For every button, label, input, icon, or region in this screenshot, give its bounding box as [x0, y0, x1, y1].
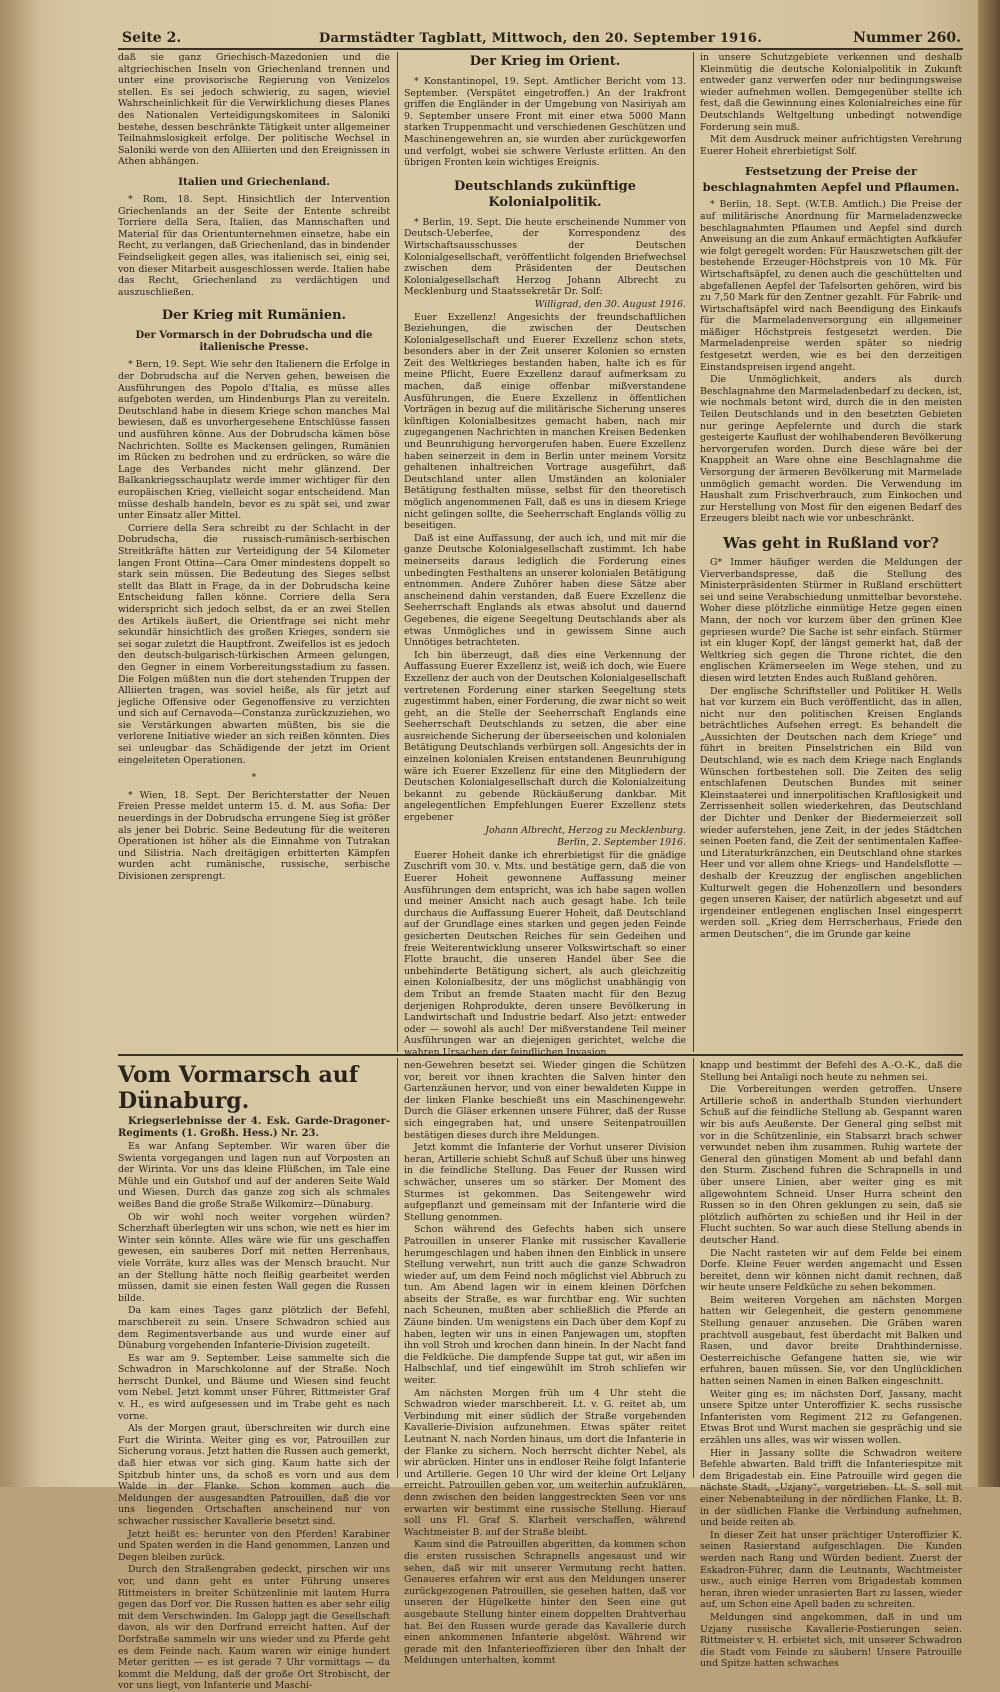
letter-place-date: Willigrad, den 30. August 1916. [534, 298, 686, 310]
feature-paragraph: Es war am 9. September. Leise sammelte sich die Schwadron in Marschkolonne auf der Straße. Noch herrscht Dunkel, und Bäume und Wiesen sind feucht vom Nebel. Jetzt kommt unser Führer, Rittmeister Graf v. H., es wird aufgesessen und im Trabe geht es nach vorne. [118, 1352, 390, 1422]
feature-paragraph: Beim weiteren Vorgehen am nächsten Morgen hatten wir Gelegenheit, die gestern genommene Stellung genauer anzusehen. Die Gräben waren prachtvoll ausgebaut, fest überdacht mit Balken und Rasen, und davor breite Drahthindernisse. Oesterreichische Gefangene hatten sie, wie wir erfuhren, bauen müssen. Sie, vor den Unglücklichen hatten seinen Namen in einen Balken eingeschnitt. [700, 1294, 962, 1388]
feature-paragraph: Die Nacht rasteten wir auf dem Felde bei einem Dorfe. Kleine Feuer werden angemacht und Essen bereitet, denn wir können nicht damit rechnen, daß wir heute unsere Feldküche zu sehen bekommen. [700, 1247, 962, 1294]
page-edge-shadow [0, 0, 40, 1487]
article-paragraph: * Berlin, 18. Sept. (W.T.B. Amtlich.) Die Preise der auf militärische Anordnung für Marmeladenzwecke beschlagnahmten Pflaumen und Aepfel sind durch Anweisung an die zum Ankauf ermächtigten Aufkäufer wie folgt geregelt worden: Für Hauszwetschen gilt der bestehende Erzeuger-Höchstpreis von 10 Mk. Für Wirtschaftsäpfel, zu denen auch die geschüttelten und abgefallenen Aepfel der Tafelsorten gehören, wird bis zu 7,50 Mark für den Zentner gezahlt. Für Fabrik- und Wirtschaftsäpfel wird nach Beendigung des Einkaufs für die Marmeladenversorgung ein allgemeiner mäßiger Höchstpreis festgesetzt werden. Die Marmeladenpreise werden später so niedrig festgesetzt werden, wie es bei den derzeitigen Einstandspreisen irgend angeht. [700, 199, 962, 373]
feature-paragraph: Schon während des Gefechts haben sich unsere Patrouillen in unserer Flanke mit russischer Kavallerie herumgeschlagen und haben ihnen den Einblick in unsere Stellung verwehrt, nun tritt auch die ganze Schwadron wieder auf, um dem Feind noch möglichst viel Abbruch zu tun. Am Abend lagen wir in einem kleinen Dörfchen abseits der Straße, es war furchtbar eng. Wir suchten nach Scheunen, mußten aber schließlich die Pferde an Zäune binden. Um wenigstens ein Dach über dem Kopf zu haben, legten wir uns in einen Panjewagen um, stopften ihn voll Stroh und krochen dann hinein. In der Nacht fand die Feldküche. Die dampfende Suppe tat gut, wir aßen im Halbschlaf, und tief eingewühlt im Stroh schliefen wir weiter. [404, 1224, 686, 1387]
letter-paragraph: Euer Exzellenz! Angesichts der freundschaftlichen Beziehungen, die zwischen der Deutschen Kolonialgesellschaft und Euerer Exzellenz schon stets, besonders aber in der Zeit unserer Kolonien so ernsten Zeit des Weltkrieges bestanden haben, halte ich es für meine Pflicht, Euere Exzellenz darauf aufmerksam zu machen, daß einige offenbar mißverstandene Ausführungen, die Euere Exzellenz in öffentlichen Vorträgen in bezug auf die militärische Sicherung unseres künftigen Kolonialbesitzes gemacht haben, nach mir zugegangenen Nachrichten in manchen Kreisen Bedenken und Beunruhigung hervorgerufen haben. Euere Exzellenz haben seinerzeit in dem in Berlin unter meinem Vorsitz gehaltenen inhaltreichen Vortrage ausgeführt, daß Deutschland unter allen Umständen an kolonialer Betätigung festhalten müsse, selbst für den theoretisch möglich angenommenen Fall, daß es uns in diesem Kriege nicht gelingen sollte, die Seeherrschaft Englands völlig zu beseitigen. [404, 311, 686, 532]
letter-place-date: Berlin, 2. September 1916. [557, 837, 686, 849]
article-continuation: in unsere Schutzgebiete verkennen und deshalb Kleinmütig die deutsche Kolonialpolitik in Zukunft entweder ganz verwerfen oder nur bedingungsweise wieder aufnehmen wollen. Demgegenüber stellte ich fest, daß die Gewinnung eines Kolonialreiches eine für Deutschlands Weltgeltung unbedingt notwendige Forderung sein muß. [700, 52, 962, 133]
headline-krieg-rumaenien: Der Krieg mit Rumänien. [161, 308, 347, 324]
letter-paragraph: Euerer Hoheit danke ich ehrerbietigst für die gnädige Zuschrift vom 30. v. Mts. und bestätige gern, daß die von Euerer Hoheit gewonnene Auffassung meiner Ausführungen dem entspricht, was ich habe sagen wollen und meiner Ansicht nach auch gesagt habe. Ich teile durchaus die Auffassung Euerer Hoheit, daß Deutschland auf der Grundlage eines starken und gegen jeden Feinde gesicherten Deutschen Reiches für sein Gedeihen und freie Weiterentwicklung unserer Volkswirtschaft so einer Flotte braucht, die unseren Handel über See die unbehinderte Betätigung sichert, als auch gleichzeitig einen Kolonialbesitz, der uns möglichst unabhängig von dem Tribut an fremde Staaten macht für den Bezug derjenigen Rohprodukte, deren unsere Bevölkerung in Landwirtschaft und Industrie bedarf. Also jetzt: entweder oder — sowohl als auch! Der mißverstandene Teil meiner Ausführungen war an diejenigen gerichtet, welche die wahren Ursachen der feindlichen Invasion [404, 849, 686, 1058]
feature-paragraph: Weiter ging es; im nächsten Dorf, Jassany, macht unsere Spitze unter Unteroffizier K. sechs russische Infanteristen vom Regiment 212 zu Gefangenen. Etwas Brot und Wurst machen sie gesprächig und sie erzählen uns alles, was wir wissen wollen. [700, 1388, 962, 1446]
feature-paragraph: nen-Gewehren besetzt sei. Wieder gingen die Schützen vor, bereit vor ihnen krachten die Salven hinter den Gartenzäunen hervor, und von einer bewaldeten Kuppe in der linken Flanke beschießt uns ein Maschinengewehr. Durch die Gläser erkennen unsere Führer, daß der Russe sich eingegraben hat, und unsere Seitenpatrouillen bestätigen dieses durch ihre Meldungen. [404, 1060, 686, 1141]
subheadline-dobrudscha: Der Vormarsch in der Dobrudscha und die italienische Presse. [135, 330, 373, 353]
column-rule [397, 1058, 398, 1478]
feature-paragraph: Am nächsten Morgen früh um 4 Uhr steht die Schwadron wieder marschbereit. Lt. v. G. reitet ab, um Verbindung mit einer südlich der Straße vorgehenden Kavallerie-Division aufzunehmen. Etwas später reitet Leutnant N. nach Norden hinaus, um dort die Infanterie in der Flanke zu sichern. Noch herrscht dichter Nebel, als wir abrücken. Hinter uns in endloser Reihe folgt Infanterie und Artillerie. Gegen 10 Uhr wird der kleine Ort Leljany erreicht. Patrouillen geben vor, um weiterhin aufzuklären, denn zwischen den beiden langgestreckten Seen vor uns erwarten wir bestimmt eine russische Stellung. Hierauf soll uns Fl. Graf S. Klarheit verschaffen, während Wachtmeister B. auf der Straße bleibt. [404, 1387, 686, 1538]
feature-paragraph: Meldungen sind angekommen, daß in und um Uzjany russische Kavallerie-Postierungen seien. Rittmeister v. H. erbietet sich, mit unserer Schwadron die Stadt vom Feinde zu säubern! Unsere Patrouille und Spitze hatten schwaches [700, 1611, 962, 1670]
masthead [118, 30, 963, 50]
article-continuation: daß sie ganz Griechisch-Mazedonien und die altgriechischen Inseln von Griechenland trennen und unter eine provisorische Regierung von Venizelos stellen. Es sei jedoch schwierig, zu sagen, wieviel Wahrscheinlichkeit für die Verwirklichung dieses Planes des Nationalen Verteidigungskomitees in Saloniki bestehe, dessen beschränkte Tätigkeit unter allgemeiner Teilnahmslosigkeit erfolge. Der politische Wechsel in Saloniki werde von den Alliierten und den Ereignissen in Athen abhängen. [118, 52, 390, 168]
column-rule [693, 1058, 694, 1478]
binding-spine [978, 0, 1000, 1487]
lower-column-2 [404, 1060, 686, 1667]
lower-column-3 [700, 1060, 962, 1670]
headline-preise-aepfel: Festsetzung der Preise der beschlagnahmten Aepfel und Pflaumen. [702, 164, 960, 195]
article-paragraph: Die Unmöglichkeit, anders als durch Beschlagnahme den Marmeladenbedarf zu decken, ist, wie nochmals betont wird, durch die in den meisten Teilen Deutschlands und in den besetzten Gebieten nur geringe Aepfelernte und durch die stark gesteigerte Kauflust der wohlhabenderen Bevölkerung hervorgerufen worden. Durch diese wäre bei der Knappheit an Ware ohne eine Beschlagnahme die Versorgung der ärmeren Bevölkerung mit Marmelade unmöglich gemacht worden. Die Verwendung im Haushalt zum Frischverbrauch, zum Einkochen und zur Herstellung von Most für den eigenen Bedarf des Erzeugers bleibt nach wie vor unbeschränkt. [700, 374, 962, 525]
feature-paragraph: Ob wir wohl noch weiter vorgehen würden? Scherzhaft überlegten wir uns schon, wie nett es hier im Winter sein könnte. Alles wäre wie für uns geschaffen gewesen, ein sauberes Dorf mit netten Herrenhaus, viele Vorräte, kurz alles was der Mensch braucht. Nur an der Stellung hätte noch fleißig gearbeitet werden müssen, damit sie einen festen Wall gegen die Russen bilde. [118, 1211, 390, 1304]
newspaper-title-date: Darmstädter Tagblatt, Mittwoch, den 20. September 1916. [318, 31, 763, 46]
headline-italien-griechenland: Italien und Griechenland. [178, 175, 330, 188]
article-paragraph: * Rom, 18. Sept. Hinsichtlich der Intervention Griechenlands an der Seite der Entente schreibt Torriere della Sera, Italien, das Mannschaften und Material für das Orientunternehmen einsetze, habe ein Recht, zu verlangen, daß Griechenland, das in bindender Feindseligkeit gegen alles, was italienisch sei, einig sei, von dieser Mitarbeit ausgeschlossen werde. Italien habe das Recht, Griechenland zu verdächtigen und auszuschließen. [118, 193, 390, 298]
feature-paragraph: Jetzt kommt die Infanterie der Vorhut unserer Division heran, Artillerie schiebt Schuß auf Schuß über uns hinweg in die feindliche Stellung. Das Feuer der Russen wird schwächer, unseres um so stärker. Der Moment des Sturmes ist gekommen. Das Seitengewehr wird aufgepflanzt und gemeinsam mit der Infanterie wird die Stellung genommen. [404, 1142, 686, 1223]
letter-closing: Mit dem Ausdruck meiner aufrichtigsten Verehrung Euerer Hoheit ehrerbietigst Solf. [700, 134, 962, 157]
letter-paragraph: Daß ist eine Auffassung, der auch ich, und mit mir die ganze Deutsche Kolonialgesellschaft zustimmt. Ich habe meinerseits daraus lediglich die Forderung eines unbedingten Festhaltens an unserer kolonialen Betätigung entnommen. Andere Zuhörer haben diese Sätze aber anscheinend dahin verstanden, daß Euere Exzellenz die Seeherrschaft Englands als etwas absolut und dauernd Gegebenes, die eigene Seegeltung Deutschlands aber als etwas Unmögliches und in gewissem Sinne auch Unnötiges betrachteten. [404, 532, 686, 649]
article-paragraph: * Berlin, 19. Sept. Die heute erscheinende Nummer von Deutsch-Ueberfee, der Korrespondenz des Wirtschaftsausschusses der Deutschen Kolonialgesellschaft, veröffentlicht folgenden Briefwechsel zwischen dem Präsidenten der Deutschen Kolonialgesellschaft Herzog Johann Albrecht zu Mecklenburg und Staatssekretär Dr. Solf: [404, 216, 686, 298]
feature-paragraph: knapp und bestimmt der Befehl des A.-O.-K., daß die Stellung bei Antaligi noch heute zu nehmen sei. [700, 1060, 962, 1083]
feature-paragraph: In dieser Zeit hat unser prächtiger Unteroffizier K. seinen Rasierstand aufgeschlagen. Die Kunden werden nach Rang und Würden bedient. Zuerst der Eskadron-Führer, dann die Leutnants, Wachtmeister usw., auch einige Herren vom Brigadestab kommen heran, ihren wieder unrasierten Bart zu lassen, wieder auf, um Schon eine Apell baden zu schreiten. [700, 1529, 962, 1611]
column-rule [693, 52, 694, 1052]
column-3 [700, 52, 962, 1050]
feature-paragraph: Als der Morgen graut, überschreiten wir durch eine Furt die Wirinta. Weiter ging es vor, Patrouillen zur Sicherung voraus. Jetzt hatten die Russen auch gemerkt, daß hier etwas vor sich ging. Kaum hatte sich der Spitzbub hinter uns, da schoß es vorn und aus dem Walde in der Flanke. Schon kommen auch die Meldungen der ausgesandten Patrouillen, daß die vor uns liegenden Ortschaften anscheinend nur von schwacher russischer Kavallerie besetzt sind. [118, 1423, 390, 1527]
feature-paragraph: Kaum sind die Patrouillen abgeritten, da kommen schon die ersten russischen Schrapnells angesaust und wir sehen, daß wir mit unserer Vermutung recht hatten. Genaueres erfahren wir erst aus den Meldungen unserer zurückgezogenen Patrouillen, sie gesehen hatten, daß vor unseren der Hügelkette hinter den Seen eine gut ausgebaute Stellung hinter einem doppelten Drahtverhau hat. Bei den Russen wurde gerade das Kavallerie durch einen ankommenen Infanterie abgelöst. Während wir gerade mit den Infanterieoffizieren über den Inhalt der Meldungen unterhalten, kommt [404, 1539, 686, 1667]
headline-kolonialpolitik: Deutschlands zukünftige Kolonialpolitik. [453, 178, 637, 210]
article-paragraph: * Konstantinopel, 19. Sept. Amtlicher Bericht vom 13. September. (Verspätet eingetroffen.) An der Irakfront griffen die Engländer in der Umgebung von Nasiriyah am 9. September unsere Front mit einer etwa 5000 Mann starken Truppenmacht und verschiedenen Geschützen und Maschinengewehren an, sie wurden aber zurückgeworfen und verfolgt, wobei sie schwere Verluste erlitten. An den übrigen Fronten kein wichtiges Ereignis. [404, 76, 686, 169]
article-paragraph: * Wien, 18. Sept. Der Berichterstatter der Neuen Freien Presse meldet unterm 15. d. M. aus Sofia: Der neuerdings in der Dobrudscha errungene Sieg ist größer als jener bei Dobric. Seine Bedeutung für die weiteren Operationen ist höher als die Einnahme von Tutrakan und Silistria. Nach dreitägigen erbitterten Kämpfen wurden acht rumänische, russische, serbische Divisionen zersprengt. [118, 789, 390, 882]
feature-paragraph: Durch den Straßengraben gedeckt, pirschen wir uns vor, und dann geht es unter Führung unseres Rittmeisters in breiter Schützenlinie mit lautem Hurra gegen das Dorf vor. Die Russen hatten es aber sehr eilig mit dem Verschwinden. Im Galopp jagt die Gesellschaft davon, als wir den Dorfrand erreicht hatten. Auf der Dorfstraße sammeln wir uns wieder und zu Pferde geht es dem Feinde nach. Kaum waren wir einige hundert Meter geritten — es ist gerade 7 Uhr vormittags — da kommt die Meldung, daß der große Ort Strobischt, der vor uns liegt, von Infanterie und Maschi- [118, 1564, 390, 1692]
feature-paragraph: Die Vorbereitungen werden getroffen. Unsere Artillerie schoß in anderthalb Stunden vierhundert Schuß auf die feindliche Stellung ab. Gespannt waren wir bis aufs Aeußerste. Der General ging selbst mit vor in die Schützenlinie, ein Stabsarzt brach schwer verwundet neben ihm zusammen. Ruhig wartete der General den günstigen Moment ab und befahl dann den Sturm. Zischend fuhren die Schrapnells in und über unsere Linien, aber weiter ging es mit allgewohntem Schneid. Unser Hurra scheint den Russen so in den Ohren geklungen zu sein, daß sie plötzlich aufhörten zu schießen und ihr Heil in der Flucht suchten. So war auch diese Stellung abends in deutscher Hand. [700, 1084, 962, 1246]
headline-krieg-orient: Der Krieg im Orient. [469, 54, 621, 69]
feature-subtitle: Kriegserlebnisse der 4. Esk. Garde-Dragoner-Regiments (1. Großh. Hess.) Nr. 23. [118, 1116, 390, 1139]
article-paragraph: Corriere della Sera schreibt zu der Schlacht in der Dobrudscha, die russisch-rumänisch-serbischen Streitkräfte hätten zur Verteidigung der 54 Kilometer langen Front Ottina—Cara Omer mindestens doppelt so stark sein müssen. Die Bedeutung des Sieges selbst stellt das Blatt in Frage, da in der Dobrudscha keine Entscheidung fallen könne. Corriere della Sera widerspricht sich jedoch selbst, da er an zwei Stellen des Artikels äußert, die Orientfrage sei nicht mehr sekundär hinsichtlich des großen Krieges, sondern sie sei sogar zuletzt die Hauptfront. Zweifellos ist es jedoch den deutsch-bulgarisch-türkischen Armeen gelungen, den Gegner in einem Vorbereitungsstadium zu fassen. Die Folgen müßten nun die dort stehenden Truppen der Alliierten tragen, was soviel heiße, als für jetzt auf jegliche Offensive oder Gegenoffensive zu verzichten und sich auf Cernavoda—Constanza zurückzuziehen, wo sie Verstärkungen abwarten müßten, bis sie die verlorene Initiative wieder an sich reißen könnten. Dies sei unleugbar das Schädigende der jetzt im Orient eingeleiteten Operationen. [118, 522, 390, 766]
headline-russland: Was geht in Rußland vor? [722, 533, 940, 552]
lower-column-1 [118, 1060, 390, 1692]
article-paragraph: * Bern, 19. Sept. Wie sehr den Italienern die Erfolge in der Dobrudscha auf die Nerven gehen, beweisen die Ausführungen des Popolo d'Italia, es müsse alles aufgeboten werden, um Hindenburgs Plan zu vereiteln. Deutschland habe in diesem Kriege schon manches Mal bewiesen, daß es unvorhergesehene Entschlüsse fassen und ausführen könne. Aus der Dobrudscha kämen böse Nachrichten. Sollte es Mackensen gelingen, Rumänien im Rücken zu bedrohen und zu erdrücken, so wäre die Lage des Verbandes nicht mehr glänzend. Der Balkankriegsschauplatz werde immer wichtiger für den europäischen Krieg, vielleicht sogar entscheidend. Man müsse deshalb handeln, bevor es zu spät sei, und zwar unter Einsatz aller Mittel. [118, 359, 390, 522]
feature-paragraph: Jetzt heißt es: herunter von den Pferden! Karabiner und Spaten werden in die Hand genommen, Lanzen und Degen bleiben zurück. [118, 1528, 390, 1563]
column-2 [404, 52, 686, 1058]
article-paragraph: G* Immer häufiger werden die Meldungen der Vierverbandspresse, daß die Stellung des Ministerpräsidenten Stürmer in Rußland erschüttert sei und seine Verabschiedung unmittelbar bevorstehe. Woher diese plötzliche einmütige Hetze gegen einen Mann, der noch vor kurzem über den grünen Klee gepriesen wurde? Die Sache ist sehr einfach. Stürmer ist ein kluger Kopf, der längst gemerkt hat, daß der Weltkrieg sich gegen die Throne richtet, die den englischen Krämerseelen im Wege stehen, und zu diesen wird letzten Endes auch Rußland gehören. [700, 556, 962, 684]
column-rule [397, 52, 398, 1052]
issue-number: Nummer 260. [853, 30, 961, 46]
section-star: * [251, 772, 257, 784]
feature-paragraph: Da kam eines Tages ganz plötzlich der Befehl, marschbereit zu sein. Unsere Schwadron schied aus dem Regimentsverbande aus und wurde einer auf Dünaburg vorgehenden Infanterie-Division zugeteilt. [118, 1305, 390, 1352]
feature-paragraph: Es war Anfang September. Wir waren über die Swienta vorgegangen und lagen nun auf Vorposten an der Wirinta. Vor uns das kleine Flüßchen, im Tale eine Mühle und ein Gutshof und auf der anderen Seite Wald und Wiesen. Durch das ganze zog sich als schmales weißes Band die große Straße Wilkomirz—Dünaburg. [118, 1141, 390, 1210]
page-number: Seite 2. [122, 30, 182, 46]
letter-signature: Johann Albrecht, Herzog zu Mecklenburg. [485, 824, 686, 836]
feature-paragraph: Hier in Jassany sollte die Schwadron weitere Befehle abwarten. Bald trifft die Infanteriespitze mit dem Brigadestab ein. Eine Patrouille wird gegen die nächste Stadt, „Uzjany“, vorgetrieben. Lt. S. soll mit einer Nebenabteilung in der nördlichen Flanke, Lt. B. in der südlichen Flanke die Verbindung aufnehmen, und beide reiten ab. [700, 1447, 962, 1529]
column-1 [118, 52, 390, 1050]
feature-title: Vom Vormarsch auf Dünaburg. [118, 1062, 359, 1114]
article-paragraph: Der englische Schriftsteller und Politiker H. Wells hat vor kurzem ein Buch veröffentlicht, das in allen, nicht nur den politischen Kreisen Englands beträchtliches Aufsehen erregt. Es behandelt die „Aussichten der Deutschen nach dem Kriege“ und führt in breiten Pinselstrichen ein Bild von Deutschland, wie es nach dem Kriege nach Englands Wünschen fortbestehen soll. Die Zeiten des selig entschlafenen Deutschen Bundes mit seiner Kleinstaaterei und innerpolitischen Kraftlosigkeit und Zerrissenheit sollen wiederkehren, das Deutschland der Dichter und Denker der Biedermeierzeit soll wieder auferstehen, jene Zeit, in der jedes Städtchen seinen Poeten fand, die Zeit der sentimentalen Kaffee- und Literaturkränzchen, ein Deutschland ohne starkes Heer und vor allem ohne Kriegs- und Handelsflotte — deshalb der Kreuzzug der englischen angeblichen Kulturwelt gegen die Hohenzollern und besonders gegen unseren Kaiser, der natürlich abgesetzt und auf irgendeiner entlegenen englischen Insel eingesperrt werden soll. „Krieg dem Herrscherhaus, Friede den armen Deutschen“, die im Grunde gar keine [700, 685, 962, 940]
letter-paragraph: Ich bin überzeugt, daß dies eine Verkennung der Auffassung Euerer Exzellenz ist, weiß ich doch, wie Euere Exzellenz der auch von der Deutschen Kolonialgesellschaft vertretenen Forderung einer starken Seegeltung stets zugestimmt haben, einer Forderung, die zwar nicht so weit geht, an die Stelle der Seeherrschaft Englands eine Seeherrschaft Deutschlands zu setzen, die aber eine ausreichende Sicherung der überseeischen und kolonialen Betätigung Deutschlands verbürgen soll. Angesichts der in einzelnen kolonialen Kreisen entstandenen Beunruhigung wäre ich Euerer Exzellenz für eine den Mitgliedern der Deutschen Kolonialgesellschaft durch die Kolonialzeitung bekannt zu gebende Rückäußerung dankbar. Mit angelegentlichen Empfehlungen Euerer Exzellenz stets ergebener [404, 649, 686, 824]
